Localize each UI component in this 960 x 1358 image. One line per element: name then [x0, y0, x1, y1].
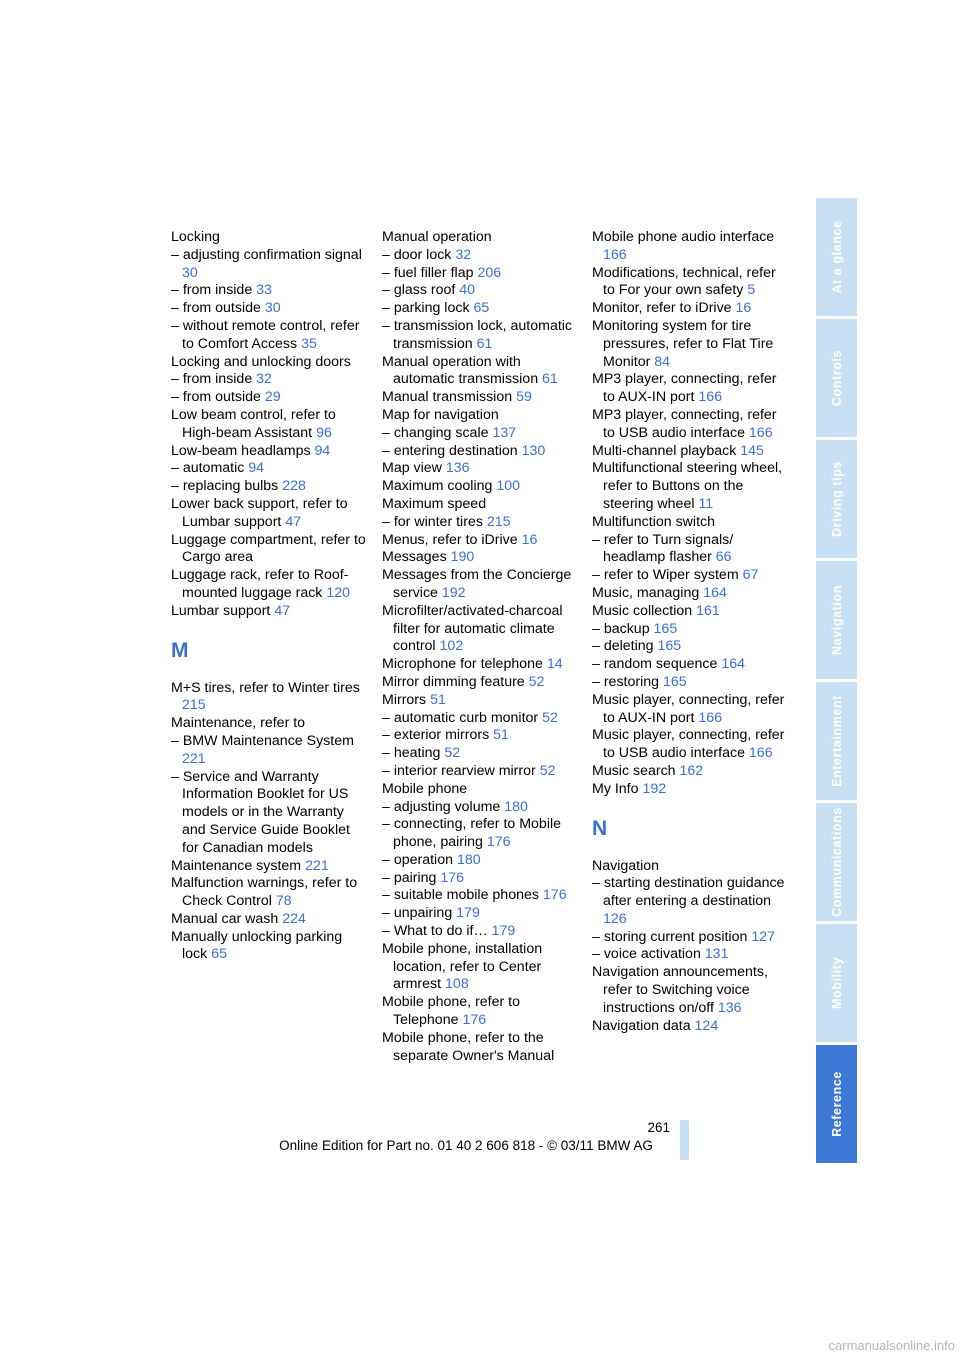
entry-text: – for winter tires — [382, 513, 483, 530]
entry-text: Low-beam headlamps — [171, 442, 311, 459]
entry-text: – transmission lock, automatic transmission — [382, 317, 573, 352]
index-entry — [171, 407, 366, 443]
entry-text: Messages from the Concierge service — [382, 567, 572, 601]
chapter-tab-label: Driving tips — [829, 461, 844, 537]
page-reference-link[interactable]: 40 — [459, 282, 476, 299]
page-reference-link[interactable]: 164 — [721, 656, 746, 673]
index-entry — [382, 460, 577, 478]
index-entry — [382, 923, 577, 941]
index-entry — [382, 1030, 577, 1066]
index-entry — [171, 733, 366, 769]
index-entry — [592, 265, 787, 301]
entry-text: – heating — [382, 745, 441, 762]
entry-text: Navigation — [592, 857, 660, 874]
entry-text: – Service and Warranty Information Booklet for US models or in the Warranty and Service Guide Booklet for Canadian models — [171, 768, 350, 856]
index-entry — [382, 282, 577, 300]
chapter-tab[interactable] — [816, 924, 857, 1042]
entry-text: Music, managing — [592, 584, 700, 601]
page-reference-link[interactable]: 228 — [282, 478, 306, 495]
page-reference-link[interactable]: 35 — [301, 335, 317, 352]
page-reference-link[interactable]: 192 — [441, 584, 466, 601]
entry-text: Malfunction warnings, refer to Check Control — [171, 875, 358, 910]
section-letter: N — [592, 816, 608, 840]
page-reference-link[interactable]: 126 — [603, 910, 627, 927]
page-reference-link[interactable]: 61 — [542, 371, 558, 388]
page-reference-link[interactable]: 14 — [546, 656, 563, 673]
page-reference-link[interactable]: 94 — [314, 442, 331, 459]
page-reference-link[interactable]: 30 — [264, 300, 281, 317]
page-reference-link[interactable]: 52 — [444, 745, 461, 762]
index-entry — [592, 674, 787, 692]
entry-text: Maximum cooling — [382, 478, 493, 495]
entry-text: – adjusting volume — [382, 798, 501, 815]
entry-text: Menus, refer to iDrive — [382, 531, 518, 548]
page-reference-link[interactable]: 108 — [445, 976, 469, 993]
page-reference-link[interactable]: 166 — [748, 424, 773, 441]
index-entry — [171, 229, 366, 247]
index-entry — [382, 745, 577, 763]
index-entry — [382, 656, 577, 674]
page-reference-link[interactable]: 136 — [717, 999, 742, 1016]
index-entry — [171, 247, 366, 283]
entry-text: – glass roof — [382, 282, 456, 299]
index-entry — [592, 638, 787, 656]
entry-text: – storing current position — [592, 928, 748, 945]
page-reference-link[interactable]: 84 — [654, 353, 671, 370]
index-entry — [171, 603, 366, 621]
entry-text: Manual operation with automatic transmission — [382, 353, 539, 388]
chapter-tabs — [816, 198, 857, 1166]
entry-text: – automatic curb monitor — [382, 709, 539, 726]
index-entry — [382, 727, 577, 745]
page-reference-link[interactable]: 215 — [486, 513, 511, 530]
entry-text: – What to do if… — [382, 923, 488, 940]
footer-text: Online Edition for Part no. 01 40 2 606 818 - © 03/11 BMW AG — [279, 1138, 653, 1153]
page-reference-link[interactable]: 96 — [316, 424, 332, 441]
page-reference-link[interactable]: 30 — [182, 264, 198, 281]
page-reference-link[interactable]: 176 — [542, 887, 567, 904]
index-column-1 — [171, 229, 366, 964]
entry-text: Mobile phone — [382, 780, 468, 797]
page-reference-link[interactable]: 52 — [539, 762, 556, 779]
page-reference-link[interactable]: 67 — [742, 567, 759, 584]
index-entry — [382, 407, 577, 425]
entry-text: – connecting, refer to Mobile phone, pairing — [382, 816, 562, 851]
chapter-tab-label: Reference — [829, 1071, 844, 1137]
index-entry — [592, 318, 787, 371]
entry-text: Mobile phone, refer to the separate Owner's Manual — [382, 1029, 555, 1064]
entry-text: – operation — [382, 851, 453, 868]
index-entry — [382, 674, 577, 692]
entry-text: – exterior mirrors — [382, 727, 490, 744]
page-reference-link[interactable]: 33 — [256, 282, 272, 299]
entry-text: – door lock — [382, 246, 452, 263]
page-reference-link[interactable]: 52 — [528, 673, 545, 690]
index-entry — [382, 905, 577, 923]
page-reference-link[interactable]: 120 — [326, 584, 351, 601]
page-reference-link[interactable]: 5 — [747, 282, 756, 299]
entry-text: Lumbar support — [171, 602, 271, 619]
entry-text: – changing scale — [382, 424, 489, 441]
index-entry — [382, 941, 577, 994]
index-entry — [592, 1018, 787, 1036]
index-entry — [382, 887, 577, 905]
index-entry — [592, 656, 787, 674]
index-entry — [171, 715, 366, 733]
index-entry — [382, 603, 577, 656]
entry-text: Maximum speed — [382, 495, 487, 512]
index-entry — [382, 300, 577, 318]
entry-text: Manual car wash — [171, 910, 279, 927]
index-entry — [382, 443, 577, 461]
index-entry — [171, 282, 366, 300]
entry-text: Microfilter/activated-charcoal filter for automatic climate control — [382, 602, 563, 655]
index-entry — [592, 875, 787, 928]
chapter-tab[interactable] — [816, 803, 857, 921]
page-reference-link[interactable]: 192 — [642, 780, 667, 797]
page-number: 261 — [647, 1120, 670, 1135]
index-entry — [382, 425, 577, 443]
index-entry — [592, 603, 787, 621]
entry-text: – adjusting confirmation signal — [171, 246, 362, 263]
chapter-tab-label: Communications — [829, 807, 844, 917]
index-entry — [382, 318, 577, 354]
page-reference-link[interactable]: 11 — [698, 495, 714, 512]
index-entry — [171, 496, 366, 532]
page-reference-link[interactable]: 29 — [264, 389, 281, 406]
entry-text: Mirror dimming feature — [382, 673, 525, 690]
index-entry — [171, 875, 366, 911]
entry-text: Music player, connecting, refer to USB audio interface — [592, 727, 785, 762]
index-entry — [171, 371, 366, 389]
page-reference-link[interactable]: 51 — [493, 727, 509, 744]
page-reference-link[interactable]: 102 — [439, 638, 464, 655]
index-entry — [592, 300, 787, 318]
index-entry — [171, 300, 366, 318]
entry-text: Manual operation — [382, 229, 492, 245]
entry-text: – replacing bulbs — [171, 478, 279, 495]
index-entry — [171, 929, 366, 965]
index-entry — [171, 478, 366, 496]
entry-text: Luggage rack, refer to Roof-mounted luggage rack — [171, 567, 349, 601]
index-entry — [592, 407, 787, 443]
index-entry — [382, 354, 577, 390]
entry-text: Lower back support, refer to Lumbar support — [171, 495, 348, 530]
entry-text: My Info — [592, 780, 639, 797]
page-reference-link[interactable]: 94 — [248, 460, 265, 477]
index-entry — [382, 229, 577, 247]
entry-text: Multifunction switch — [592, 513, 716, 530]
index-entry — [382, 496, 577, 514]
entry-text: – from outside — [171, 300, 261, 317]
index-entry — [592, 781, 787, 799]
entry-text: – from outside — [171, 389, 261, 406]
entry-text: – starting destination guidance after entering a destination — [592, 875, 785, 910]
entry-text: Multi-channel playback — [592, 442, 737, 459]
index-entry — [171, 858, 366, 876]
page-reference-link[interactable]: 176 — [462, 1012, 487, 1029]
entry-text: Maintenance system — [171, 857, 302, 874]
entry-text: Messages — [382, 549, 447, 566]
entry-text: Map for navigation — [382, 406, 499, 423]
index-entry — [382, 567, 577, 603]
chapter-tab[interactable] — [816, 1045, 857, 1163]
index-entry — [171, 680, 366, 716]
page-reference-link[interactable]: 52 — [542, 709, 558, 726]
index-column-2 — [382, 229, 577, 1065]
index-entry — [382, 710, 577, 728]
index-entry — [592, 514, 787, 532]
entry-text: – restoring — [592, 673, 660, 690]
chapter-tab-label: Controls — [829, 349, 844, 407]
index-entry — [592, 929, 787, 947]
index-entry — [171, 567, 366, 603]
index-entry — [171, 389, 366, 407]
page-reference-link[interactable]: 224 — [282, 910, 306, 927]
index-entry — [382, 781, 577, 799]
index-entry — [592, 692, 787, 728]
index-entry — [592, 763, 787, 781]
index-entry — [382, 816, 577, 852]
entry-text: M+S tires, refer to Winter tires — [171, 679, 360, 696]
page-reference-link[interactable]: 136 — [445, 460, 470, 477]
index-entry — [382, 532, 577, 550]
page-reference-link[interactable]: 161 — [696, 602, 720, 619]
entry-text: Monitor, refer to iDrive — [592, 300, 732, 317]
index-entry — [592, 371, 787, 407]
entry-text: MP3 player, connecting, refer to USB audio interface — [592, 406, 777, 441]
index-entry — [592, 946, 787, 964]
page-reference-link[interactable]: 190 — [450, 549, 475, 566]
index-entry — [592, 567, 787, 585]
entry-text: Mobile phone, installation location, refer to Center armrest — [382, 940, 543, 993]
index-entry — [382, 549, 577, 567]
page-reference-link[interactable]: 47 — [285, 513, 302, 530]
page-reference-link[interactable]: 166 — [748, 745, 773, 762]
entry-text: – from inside — [171, 282, 253, 299]
entry-text: Manual transmission — [382, 389, 513, 406]
index-entry — [171, 318, 366, 354]
entry-text: – unpairing — [382, 905, 453, 922]
entry-text: MP3 player, connecting, refer to AUX-IN port — [592, 371, 777, 406]
page-reference-link[interactable]: 32 — [455, 246, 472, 263]
page-reference-link[interactable]: 165 — [653, 620, 678, 637]
page-reference-link[interactable]: 127 — [751, 928, 775, 945]
entry-text: – pairing — [382, 869, 437, 886]
page-reference-link[interactable]: 166 — [698, 709, 723, 726]
page-reference-link[interactable]: 179 — [491, 923, 516, 940]
page-number-bar — [680, 1120, 689, 1160]
index-entry — [171, 911, 366, 929]
page-reference-link[interactable]: 100 — [496, 478, 521, 495]
index-entry — [171, 769, 366, 858]
index-entry — [592, 460, 787, 513]
entry-text: – interior rearview mirror — [382, 762, 536, 779]
chapter-tab[interactable] — [816, 682, 857, 800]
page-reference-link[interactable]: 137 — [492, 424, 517, 441]
entry-text: Locking — [171, 229, 220, 245]
page-reference-link[interactable]: 65 — [211, 946, 227, 963]
entry-text: – suitable mobile phones — [382, 887, 539, 904]
entry-text: Manually unlocking parking lock — [171, 928, 343, 963]
index-entry — [382, 247, 577, 265]
entry-text: Navigation announcements, refer to Switching voice instructions on/off — [592, 964, 768, 1016]
index-entry — [592, 858, 787, 876]
entry-text: Music player, connecting, refer to AUX-IN port — [592, 691, 785, 726]
page-reference-link[interactable]: 47 — [274, 602, 291, 619]
index-entry — [171, 460, 366, 478]
index-entry — [592, 621, 787, 639]
chapter-tab[interactable] — [816, 198, 857, 316]
entry-text: Mobile phone, refer to Telephone — [382, 994, 521, 1029]
page-reference-link[interactable]: 131 — [704, 946, 729, 963]
entry-text: Microphone for telephone — [382, 656, 543, 673]
page-reference-link[interactable]: 176 — [486, 834, 511, 851]
entry-text: – refer to Wiper system — [592, 567, 739, 584]
page-reference-link[interactable]: 66 — [715, 549, 732, 566]
page-reference-link[interactable]: 166 — [698, 389, 723, 406]
page-reference-link[interactable]: 164 — [703, 584, 727, 601]
chapter-tab-label: Navigation — [829, 585, 844, 655]
page-reference-link[interactable]: 166 — [603, 246, 627, 263]
entry-text: Luggage compartment, refer to Cargo area — [171, 531, 366, 566]
chapter-tab[interactable] — [816, 440, 857, 558]
index-entry — [171, 354, 366, 372]
chapter-tab-label: Mobility — [829, 956, 844, 1010]
entry-text: Mobile phone audio interface — [592, 229, 775, 245]
entry-text: Music search — [592, 762, 676, 779]
entry-text: – without remote control, refer to Comfort Access — [171, 317, 360, 352]
entry-text: Multifunctional steering wheel, refer to Buttons on the steering wheel — [592, 460, 783, 512]
entry-text: – entering destination — [382, 442, 518, 459]
index-entry — [592, 443, 787, 461]
entry-text: – random sequence — [592, 656, 718, 673]
entry-text: – refer to Turn signals/ headlamp flasher — [592, 531, 734, 566]
entry-text: Modifications, technical, refer to For your own safety — [592, 264, 776, 299]
entry-text: Navigation data — [592, 1017, 691, 1034]
page-reference-link[interactable]: 130 — [521, 442, 546, 459]
page-reference-link[interactable]: 215 — [182, 697, 206, 714]
index-entry — [382, 265, 577, 283]
page-reference-link[interactable]: 180 — [504, 798, 528, 815]
index-entry — [171, 443, 366, 461]
page-reference-link[interactable]: 61 — [476, 335, 493, 352]
page-reference-link[interactable]: 59 — [516, 389, 532, 406]
index-entry — [382, 763, 577, 781]
index-entry — [382, 994, 577, 1030]
page-reference-link[interactable]: 165 — [657, 638, 682, 655]
page-reference-link[interactable]: 124 — [694, 1017, 719, 1034]
entry-text: – fuel filler flap — [382, 264, 474, 281]
page-reference-link[interactable]: 65 — [473, 300, 490, 317]
index-entry — [592, 532, 787, 568]
index-entry — [592, 229, 787, 265]
entry-text: Monitoring system for tire pressures, refer to Flat Tire Monitor — [592, 317, 774, 370]
index-entry — [382, 692, 577, 710]
entry-text: – backup — [592, 620, 650, 637]
entry-text: Low beam control, refer to High-beam Assistant — [171, 406, 336, 441]
page-reference-link[interactable]: 51 — [430, 691, 446, 708]
page-reference-link[interactable]: 206 — [477, 264, 502, 281]
chapter-tab[interactable] — [816, 561, 857, 679]
chapter-tab-label: At a glance — [829, 220, 844, 294]
chapter-tab[interactable] — [816, 319, 857, 437]
entry-text: Locking and unlocking doors — [171, 353, 351, 370]
index-entry — [592, 727, 787, 763]
page-reference-link[interactable]: 180 — [456, 851, 481, 868]
page-reference-link[interactable]: 221 — [305, 857, 329, 874]
index-entry — [171, 532, 366, 568]
entry-text: – parking lock — [382, 300, 470, 317]
entry-text: – from inside — [171, 371, 253, 388]
index-entry — [382, 514, 577, 532]
index-column-3 — [592, 229, 787, 1035]
chapter-tab-label: Entertainment — [829, 695, 844, 787]
page-reference-link[interactable]: 16 — [521, 531, 538, 548]
index-entry — [382, 478, 577, 496]
page-reference-link[interactable]: 78 — [275, 893, 292, 910]
page-reference-link[interactable]: 162 — [679, 762, 704, 779]
index-entry — [382, 852, 577, 870]
page-reference-link[interactable]: 179 — [456, 905, 480, 922]
entry-text: – automatic — [171, 460, 245, 477]
page-reference-link[interactable]: 32 — [256, 371, 272, 388]
index-entry — [382, 870, 577, 888]
section-letter: M — [171, 638, 189, 662]
page-reference-link[interactable]: 16 — [735, 300, 752, 317]
entry-text: Maintenance, refer to — [171, 715, 306, 732]
index-entry — [592, 964, 787, 1017]
page-reference-link[interactable]: 145 — [740, 442, 764, 459]
index-entry — [592, 585, 787, 603]
page-reference-link[interactable]: 221 — [182, 750, 206, 767]
entry-text: – deleting — [592, 638, 654, 655]
index-entry — [382, 389, 577, 407]
page-reference-link[interactable]: 165 — [662, 673, 687, 690]
index-entry — [382, 799, 577, 817]
entry-text: Map view — [382, 460, 442, 477]
page-reference-link[interactable]: 176 — [440, 869, 465, 886]
entry-text: Music collection — [592, 602, 693, 619]
entry-text: – voice activation — [592, 946, 701, 963]
entry-text: Mirrors — [382, 691, 427, 708]
entry-text: – BMW Maintenance System — [171, 732, 354, 749]
watermark: carmanualsonline.info — [828, 1338, 955, 1353]
